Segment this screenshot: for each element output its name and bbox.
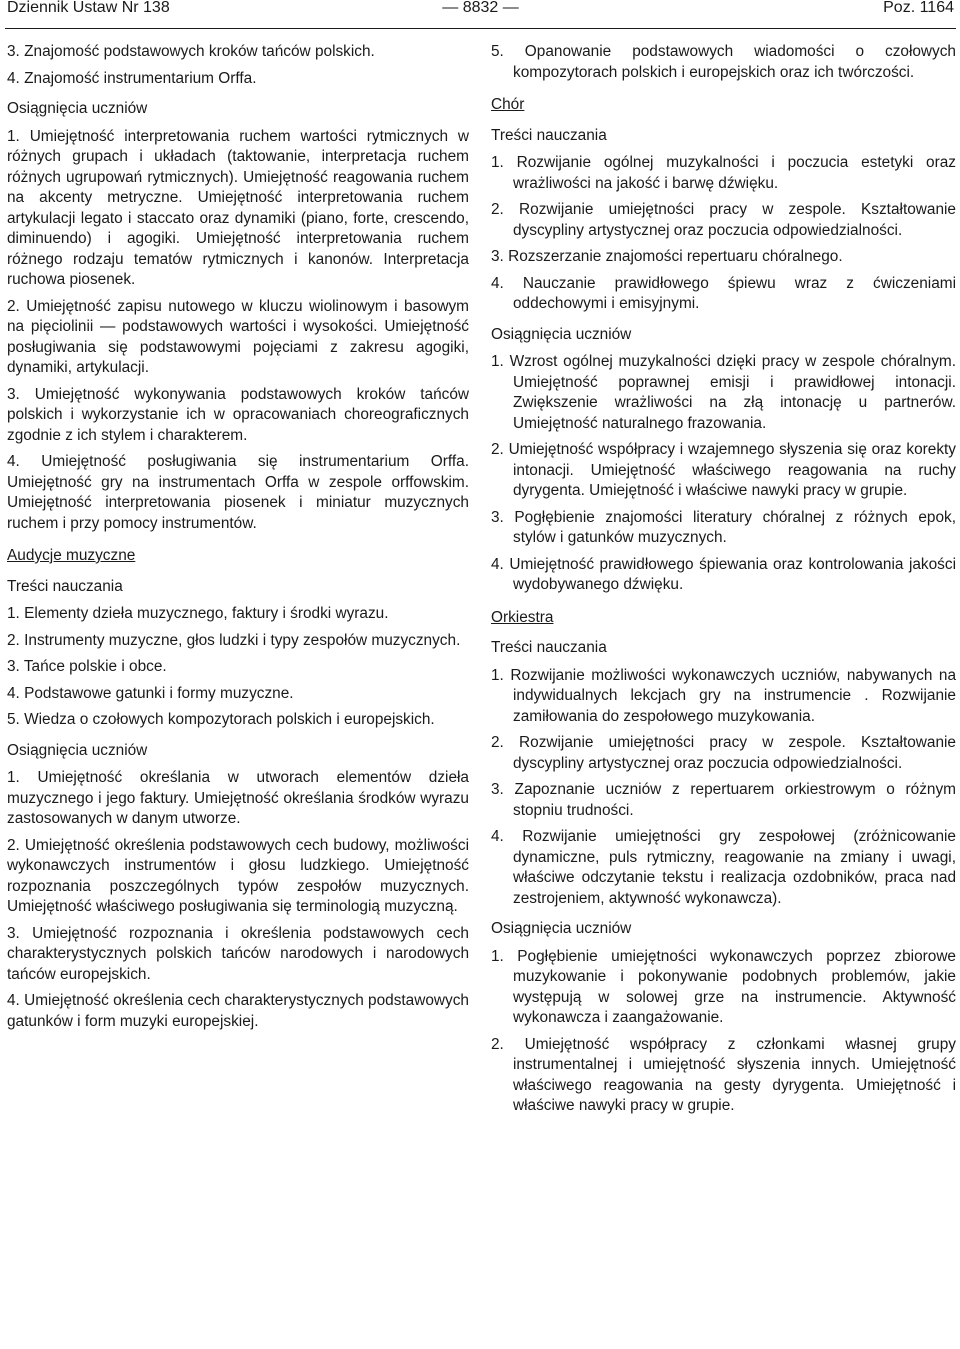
list-item: 5. Wiedza o czołowych kompozytorach polskich i europejskich. <box>7 711 435 728</box>
achievements-heading: Osiągnięcia uczniów <box>491 325 632 343</box>
achievements-heading: Osiągnięcia uczniów <box>7 741 148 759</box>
list-item: 3. Tańce polskie i obce. <box>7 658 167 675</box>
list-item: 2. Umiejętność współpracy z członkami własnej grupy instrumentalnej i umiejętność słyszenia innych. Umiejętność właściwego reagowania na gesty dyrygenta. Umiejętność i właściwe nawyki pracy w grupie. <box>491 1035 956 1114</box>
list-item: 2. Instrumenty muzyczne, głos ludzki i typy zespołów muzycznych. <box>7 631 461 649</box>
list-item: 4. Umiejętność prawidłowego śpiewania oraz kontrolowania jakości wydobywanego dźwięku. <box>491 555 956 593</box>
position-number: Poz. 1164 <box>883 0 954 16</box>
achievements-heading: Osiągnięcia uczniów <box>491 920 632 937</box>
right-column <box>491 42 956 1123</box>
section-title-orkiestra: Orkiestra <box>491 608 554 626</box>
list-item: 2. Rozwijanie umiejętności pracy w zespole. Kształtowanie dyscypliny artystycznej oraz poczucia odpowiedzialności. <box>491 734 956 772</box>
list-item: 1. Rozwijanie ogólnej muzykalności i poczucia estetyki oraz wrażliwości na jakość i barwę dźwięku. <box>491 154 956 192</box>
page-number: — 8832 — <box>442 0 519 16</box>
left-column <box>7 42 469 1038</box>
list-item: 3. Znajomość podstawowych kroków tańców polskich. <box>7 43 375 60</box>
list-item: 1. Elementy dzieła muzycznego, faktury i środki wyrazu. <box>7 605 389 622</box>
content-heading: Treści nauczania <box>491 126 607 144</box>
list-item: 1. Umiejętność określania w utworach elementów dzieła muzycznego i jego faktury. Umiejętność określania środków wyrazu zastosowanych w danym utworze. <box>7 769 469 827</box>
list-item: 3. Umiejętność rozpoznania i określenia podstawowych cech charakterystycznych polskich tańców narodowych i narodowych tańców europejskich. <box>7 924 469 983</box>
list-item: 3. Umiejętność wykonywania podstawowych kroków tańców polskich i wykorzystanie ich w opracowaniach choreograficznych zgodnie z ich stylem i charakterem. <box>7 385 469 444</box>
list-item: 5. Opanowanie podstawowych wiadomości o czołowych kompozytorach polskich i europejskich oraz ich twórczości. <box>491 43 956 81</box>
section-title-audycje: Audycje muzyczne <box>7 547 136 564</box>
section-title-chor: Chór <box>491 96 525 113</box>
list-item: 1. Umiejętność interpretowania ruchem wartości rytmicznych w różnych grupach i układach (taktowanie, interpretacja ruchem różnych ugrupowań rytmicznych). Umiejętność reagowania ruchem na akcenty metryczne. Umiejętność interpretowania ruchem artykulacji legato i staccato oraz dynamiki (piano, forte, crescendo, diminuendo) i agogiki. Umiejętność interpretowania ruchem różnego rodzaju tematów rytmicznych i kanonów. Interpretacja ruchowa piosenek. <box>7 127 469 288</box>
journal-title: Dziennik Ustaw Nr 138 <box>7 0 170 16</box>
list-item: 4. Rozwijanie umiejętności gry zespołowej (zróżnicowanie dynamiczne, puls rytmiczny, reagowanie na zmiany i uwagi, właściwe odczytanie tekstu i realizacja ozdobników, praca nad zestrojeniem, aktywność wykonawcza). <box>491 828 956 907</box>
list-item: 1. Pogłębienie umiejętności wykonawczych poprzez zbiorowe muzykowanie i pokonywanie podobnych problemów, jakie występują w solowej grze na instrumencie. Aktywność wykonawcza i zaangażowanie. <box>491 947 956 1026</box>
list-item: 2. Umiejętność określenia podstawowych cech budowy, możliwości wykonawczych instrumentów i głosu ludzkiego. Umiejętność rozpoznania poszczególnych typów zespołów muzycznych. Umiejętność właściwego posługiwania się terminologią muzyczną. <box>7 836 469 915</box>
list-item: 2. Umiejętność współpracy i wzajemnego słyszenia się oraz korekty intonacji. Umiejętność właściwego reagowania na ruchy dyrygenta. Umiejętność i właściwe nawyki pracy w grupie. <box>491 441 956 499</box>
list-item: 1. Rozwijanie możliwości wykonawczych uczniów, nabywanych na indywidualnych lekcjach gry na instrumencie . Rozwijanie zamiłowania do zespołowego muzykowania. <box>491 666 956 725</box>
list-item: 4. Znajomość instrumentarium Orffa. <box>7 69 257 87</box>
list-item: 4. Podstawowe gatunki i formy muzyczne. <box>7 684 294 702</box>
content-heading: Treści nauczania <box>491 639 607 656</box>
list-item: 4. Umiejętność posługiwania się instrumentarium Orffa. Umiejętność gry na instrumentach Orffa w zespole orffowskim. Umiejętność interpretowania piosenek i miniatur muzycznych ruchem i przy pomocy instrumentów. <box>7 453 469 532</box>
list-item: 4. Nauczanie prawidłowego śpiewu wraz z ćwiczeniami oddechowymi i emisyjnymi. <box>491 274 956 312</box>
list-item: 3. Zapoznanie uczniów z repertuarem orkiestrowym o różnym stopniu trudności. <box>491 781 956 819</box>
list-item: 3. Rozszerzanie znajomości repertuaru chóralnego. <box>491 248 843 265</box>
list-item: 3. Pogłębienie znajomości literatury chóralnej z różnych epok, stylów i gatunków muzycznych. <box>491 508 956 546</box>
content-heading: Treści nauczania <box>7 577 123 595</box>
list-item: 1. Wzrost ogólnej muzykalności dzięki pracy w zespole chóralnym. Umiejętność poprawnej emisji i prawidłowej intonacji. Zwiększenie wrażliwości na złą intonację u partnerów. Umiejętność naturalnego frazowania. <box>491 353 956 432</box>
list-item: 4. Umiejętność określenia cech charakterystycznych podstawowych gatunków i form muzyki europejskiej. <box>7 992 469 1030</box>
page-header <box>5 0 956 29</box>
achievements-heading: Osiągnięcia uczniów <box>7 100 148 117</box>
list-item: 2. Rozwijanie umiejętności pracy w zespole. Kształtowanie dyscypliny artystycznej oraz poczucia odpowiedzialności. <box>491 201 956 239</box>
list-item: 2. Umiejętność zapisu nutowego w kluczu wiolinowym i basowym na pięciolinii — podstawowych wartości i wysokości. Umiejętność posługiwania się podstawowymi pojęciami z zakresu agogiki, dynamiki, artykulacji. <box>7 297 469 376</box>
